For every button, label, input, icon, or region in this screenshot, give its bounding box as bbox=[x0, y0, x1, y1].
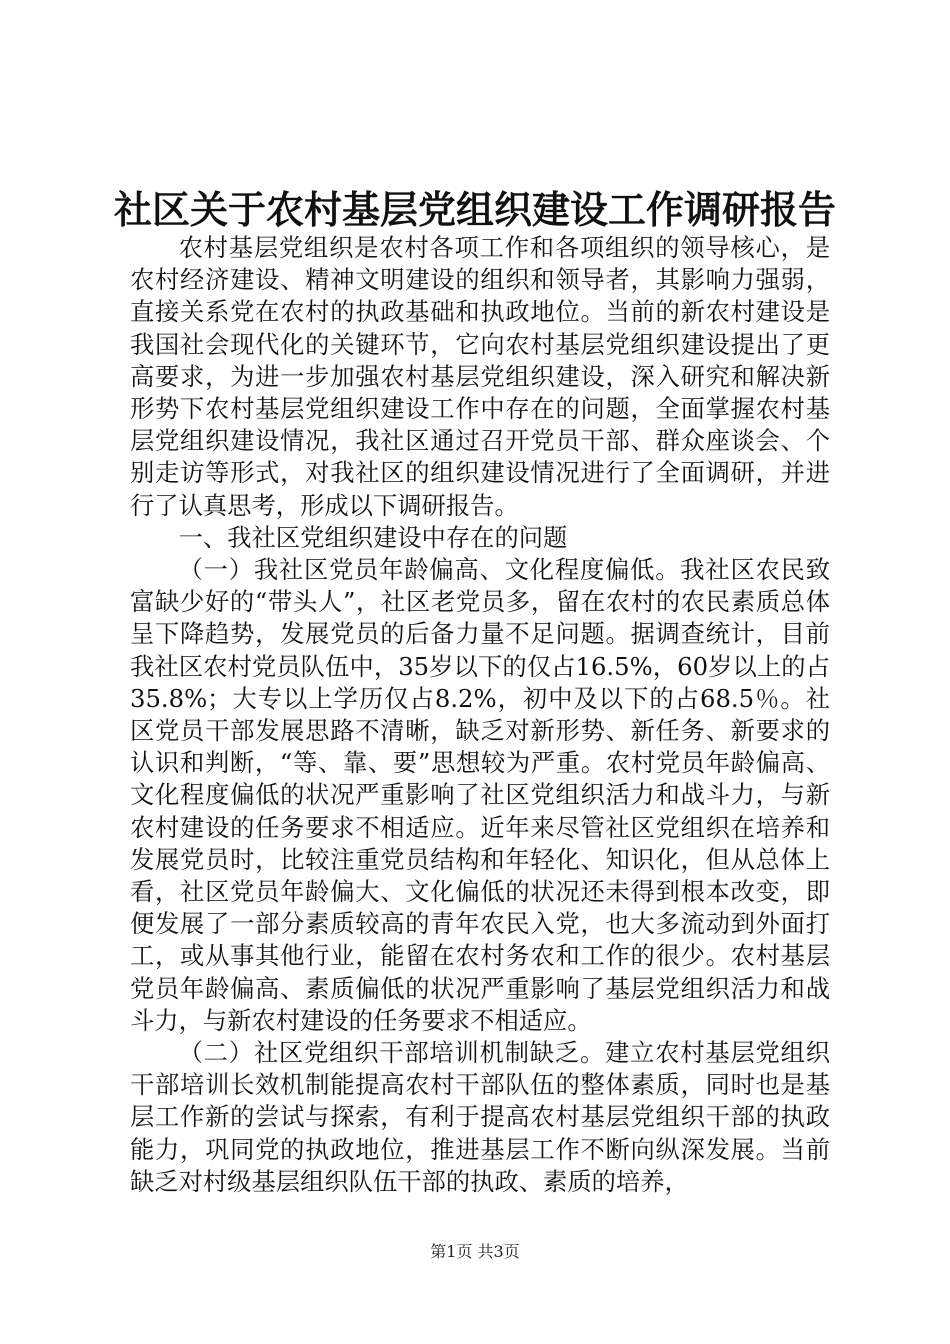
page-footer: 第1页 共3页 bbox=[430, 1242, 520, 1261]
paragraph-issue-2: （二）社区党组织干部培训机制缺乏。建立农村基层党组织干部培训长效机制能提高农村干部队伍的整体素质，同时也是基层工作新的尝试与探索，有利于提高农村基层党组织干部的执政能力，巩同党的执政地位，推进基层工作不断向纵深发展。当前缺乏对村级基层组织队伍干部的执政、素质的培养， bbox=[130, 1038, 830, 1196]
document-body bbox=[130, 232, 830, 1198]
section-heading: 一、我社区党组织建设中存在的问题 bbox=[178, 522, 568, 552]
paragraph-intro: 农村基层党组织是农村各项工作和各项组织的领导核心，是农村经济建设、精神文明建设的组织和领导者，其影响力强弱，直接关系党在农村的执政基础和执政地位。当前的新农村建设是我国社会现代化的关键环节，它向农村基层党组织建设提出了更高要求，为进一步加强农村基层党组织建设，深入研究和解决新形势下农村基层党组织建设工作中存在的问题，全面掌握农村基层党组织建设情况，我社区通过召开党员干部、群众座谈会、个别走访等形式，对我社区的组织建设情况进行了全面调研，并进行了认真思考，形成以下调研报告。 bbox=[130, 233, 830, 520]
document-title: 社区关于农村基层党组织建设工作调研报告 bbox=[113, 187, 836, 232]
paragraph-issue-1: （一）我社区党员年龄偏高、文化程度偏低。我社区农民致富缺少好的“带头人”，社区老党员多，留在农村的农民素质总体呈下降趋势，发展党员的后备力量不足问题。据调查统计，目前我社区农村党员队伍中，35岁以下的仅占16.5%，60岁以上的占35.8%；大专以上学历仅占8.2%，初中及以下的占68.5％。社区党员干部发展思路不清晰，缺乏对新形势、新任务、新要求的认识和判断，“等、靠、要”思想较为严重。农村党员年龄偏高、文化程度偏低的状况严重影响了社区党组织活力和战斗力，与新农村建设的任务要求不相适应。近年来尽管社区党组织在培养和发展党员时，比较注重党员结构和年轻化、知识化，但从总体上看，社区党员年龄偏大、文化偏低的状况还未得到根本改变，即便发展了一部分素质较高的青年农民入党，也大多流动到外面打工，或从事其他行业，能留在农村务农和工作的很少。农村基层党员年龄偏高、素质偏低的状况严重影响了基层党组织活力和战斗力，与新农村建设的任务要求不相适应。 bbox=[130, 555, 830, 1035]
